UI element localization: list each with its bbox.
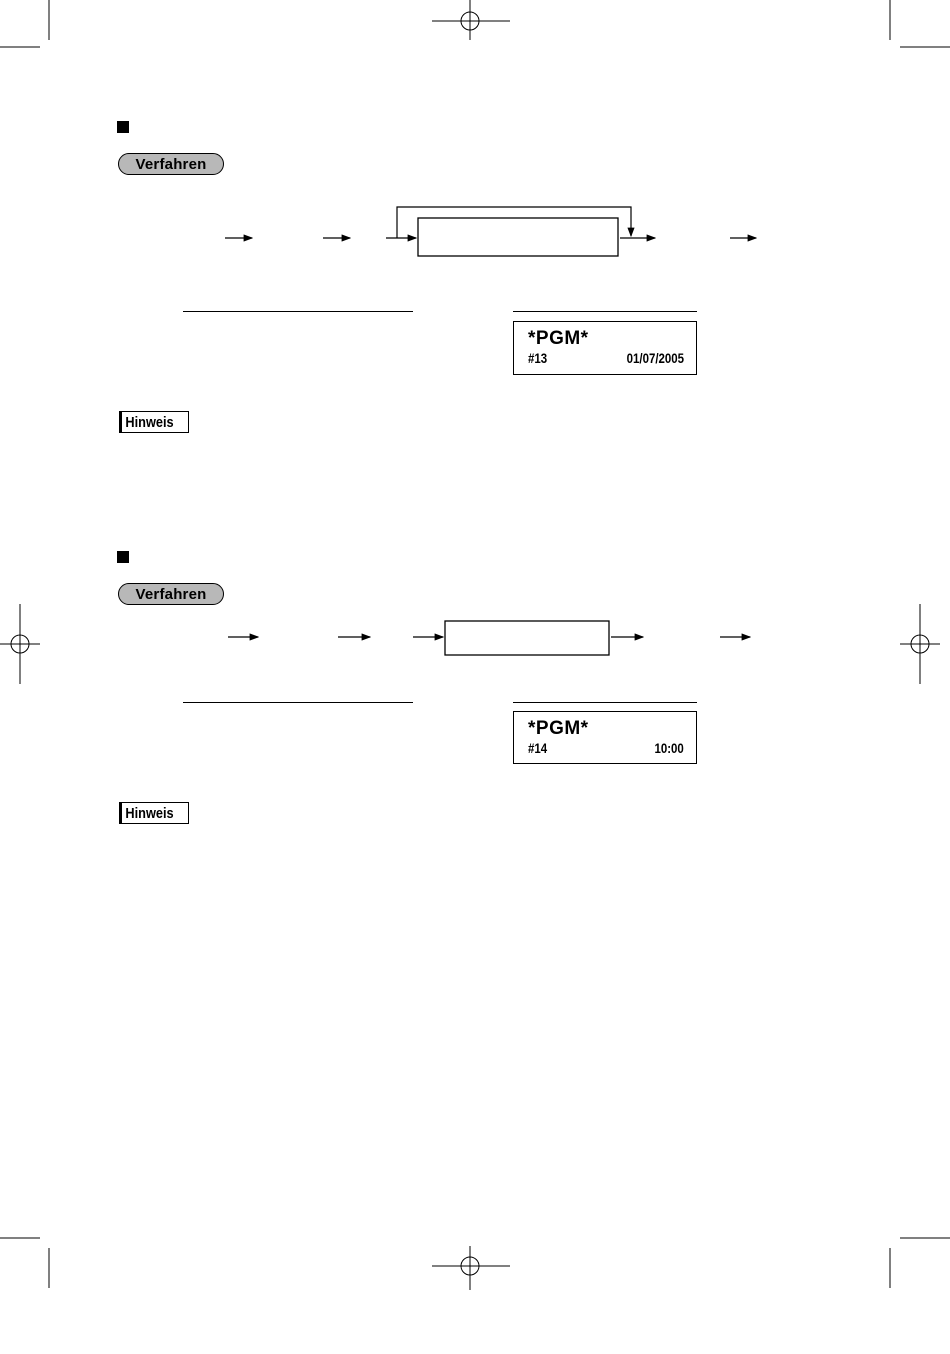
display-number: #14: [528, 740, 548, 756]
display-panel-2: [513, 711, 697, 764]
input-box: [445, 621, 609, 655]
display-title: *PGM*: [528, 328, 589, 349]
display-number: #13: [528, 350, 548, 366]
note-badge-2: [119, 802, 189, 824]
note-label: Hinweis: [125, 413, 174, 431]
display-title: *PGM*: [528, 718, 589, 739]
display-rule-2: [513, 702, 697, 703]
note-label: Hinweis: [125, 804, 174, 822]
display-value: 01/07/2005: [626, 350, 684, 366]
print-rule-2: [183, 702, 413, 703]
procedure-label-2: Verfahren: [118, 583, 224, 605]
procedure-label-1: Verfahren: [118, 153, 224, 175]
display-value: 10:00: [654, 740, 684, 756]
